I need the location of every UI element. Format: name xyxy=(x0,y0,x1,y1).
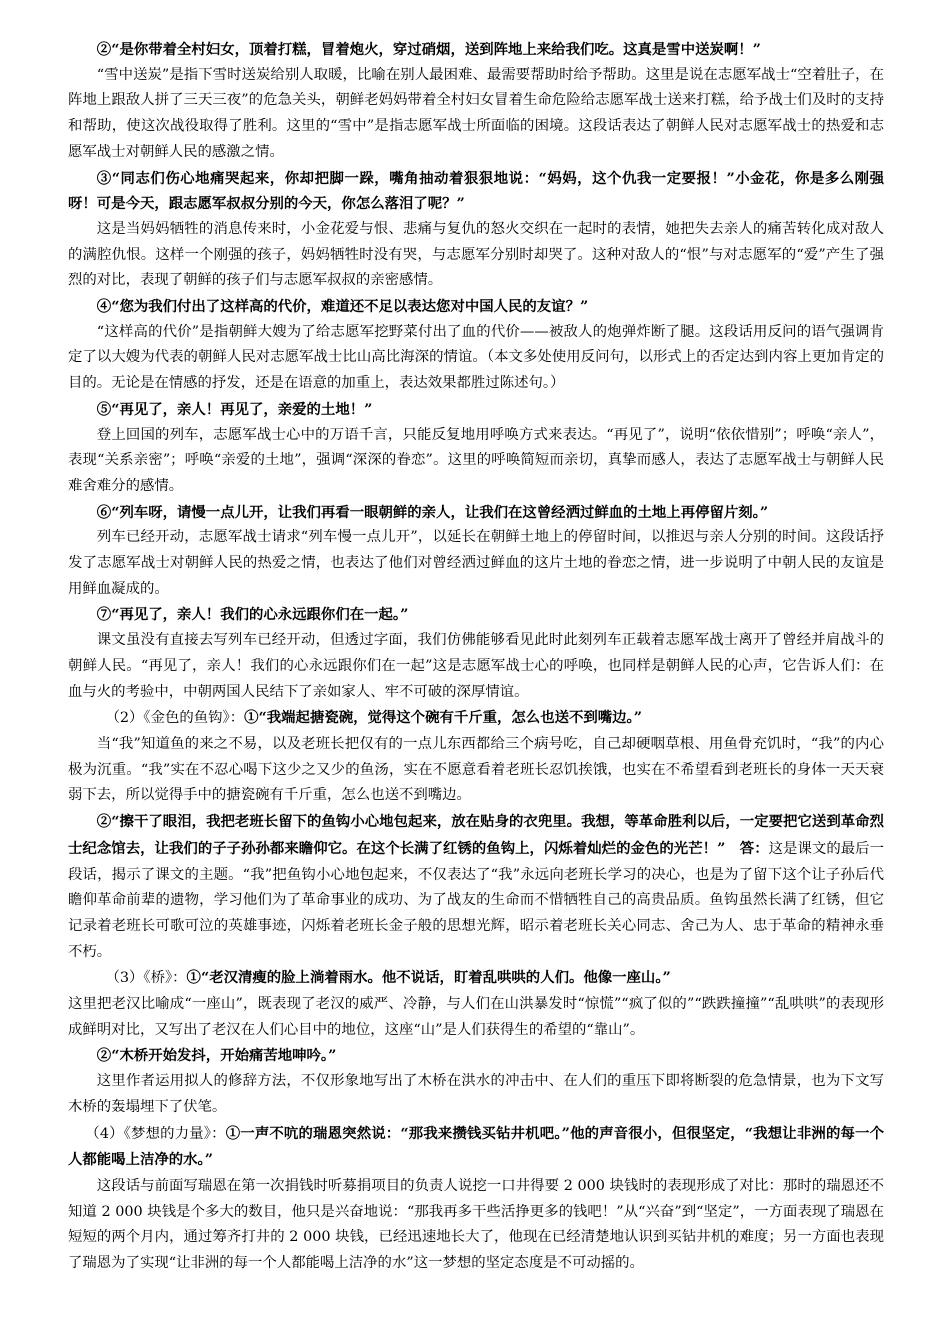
quote-heading: ⑦“再见了，亲人！我们的心永远跟你们在一起。” xyxy=(96,606,409,624)
explanation-paragraph: “雪中送炭”是指下雪时送炭给别人取暖，比喻在别人最困难、最需要帮助时给予帮助。这里是说在志愿军战士“空着肚子，在阵地上跟敌人拼了三天三夜”的危急关头，朝鲜老妈妈带着全村妇女冒着生命危险给志愿军战士送来打糕，给予战士们及时的支持和帮助，使这次战役取得了胜利。这里的“雪中”是指志愿军战士所面临的困境。这段话表达了朝鲜人民对志愿军战士的热爱和志愿军战士对朝鲜人民的感激之情。 xyxy=(68,66,884,160)
explanation-paragraph: 课文虽没有直接去写列车已经开动，但透过字面，我们仿佛能够看见此时此刻列车正载着志愿军战士离开了曾经并肩战斗的朝鲜人民。“再见了，亲人！我们的心永远跟你们在一起”这是志愿军战士心的呼唤，也同样是朝鲜人民的心声，它告诉人们：在血与火的考验中，中朝两国人民结下了亲如家人、牢不可破的深厚情谊。 xyxy=(68,632,884,700)
explanation-paragraph: 当“我”知道鱼的来之不易，以及老班长把仅有的一点儿东西都给三个病号吃，自己却硬咽草根、用鱼骨充饥时，“我”的内心极为沉重。“我”实在不忍心喝下这少之又少的鱼汤，实在不愿意看着老班长忍饥挨饿，也实在不希望看到老班长的身体一天天衰弱下去，所以觉得手中的搪瓷碗有千斤重，怎么也送不到嘴边。 xyxy=(68,735,884,804)
explanation-paragraph: 这是当妈妈牺牲的消息传来时，小金花爱与恨、悲痛与复仇的怒火交织在一起时的表情，她把失去亲人的痛苦转化成对敌人的满腔仇恨。这样一个刚强的孩子，妈妈牺牲时没有哭，与志愿军分别时却哭了。这种对敌人的“恨”与对志愿军的“爱”产生了强烈的对比，表现了朝鲜的孩子们与志愿军叔叔的亲密感情。 xyxy=(68,220,884,289)
section-heading-bridge xyxy=(68,965,884,992)
explanation-paragraph: 列车已经开动，志愿军战士请求“列车慢一点儿开”，以延长在朝鲜土地上的停留时间，以推迟与亲人分别的时间。这段话抒发了志愿军战士对朝鲜人民的热爱之情，也表达了他们对曾经洒过鲜血的这片土地的眷恋之情，进一步说明了中朝人民的友谊是用鲜血凝成的。 xyxy=(68,529,884,597)
explanation-paragraph: 这里作者运用拟人的修辞方法，不仅形象地写出了木桥在洪水的冲击中、在人们的重压下即将断裂的危急情景，也为下文写木桥的轰塌埋下了伏笔。 xyxy=(68,1073,884,1115)
quote-heading: ②“擦干了眼泪，我把老班长留下的鱼钩小心地包起来，放在贴身的衣兜里。我想，等革命胜利以后，一定要把它送到革命烈士纪念馆去，让我们的子子孙孙都来瞻仰它。在这个长满了红锈的鱼钩上，闪烁着灿烂的金色的光芒！” xyxy=(68,813,884,857)
quote-heading: ⑥“列车呀，请慢一点儿开，让我们再看一眼朝鲜的亲人，让我们在这曾经洒过鲜血的土地上再停留片刻。” xyxy=(96,503,769,521)
answer-label: 答： xyxy=(739,839,769,857)
quote-heading: ①“我端起搪瓷碗，觉得这个碗有千斤重，怎么也送不到嘴边。” xyxy=(244,709,643,727)
quote-heading: ③“同志们伤心地痛哭起来，你却把脚一跺，嘴角抽动着狠狠地说：“妈妈，这个仇我一定要报！”小金花，你是多么刚强呀！可是今天，跟志愿军叔叔分别的今天，你怎么落泪了呢？” xyxy=(68,169,884,213)
answer-text: 这是课文的最后一段话，揭示了课文的主题。“我”把鱼钩小心地包起来，不仅表达了“我”永远向老班长学习的决心，也是为了留下这个让子孙后代瞻仰革命前辈的遗物，学习他们为了革命事业的成功、为了战友的生命而不惜牺牲自己的高贵品质。鱼钩虽然长满了红锈，但它记录着老班长可歌可泣的英雄事迹，闪烁着老班长金子般的思想光辉，昭示着老班长关心同志、舍己为人、忠于革命的精神永垂不朽。 xyxy=(68,840,884,960)
section-heading-power-of-dream xyxy=(68,1121,884,1174)
quote-heading: ②“是你带着全村妇女，顶着打糕，冒着炮火，穿过硝烟，送到阵地上来给我们吃。这真是雪中送炭啊！” xyxy=(96,41,761,58)
explanation-paragraph: “这样高的代价”是指朝鲜大嫂为了给志愿军挖野菜付出了血的代价——被敌人的炮弹炸断了腿。这段话用反问的语气强调肯定了以大嫂为代表的朝鲜人民对志愿军战士比山高比海深的情谊。（本文多处使用反问句，以形式上的否定达到内容上更加肯定的目的。无论是在情感的抒发，还是在语意的加重上，表达效果都胜过陈述句。） xyxy=(68,323,884,392)
section-heading-golden-fishhook xyxy=(68,705,884,732)
quote-with-answer xyxy=(68,809,884,965)
quote-heading: ②“木桥开始发抖，开始痛苦地呻吟。” xyxy=(96,1047,337,1065)
explanation-paragraph: 登上回国的列车，志愿军战士心中的万语千言，只能反复地用呼唤方式来表达。“再见了”，说明“依依惜别”；呼唤“亲人”，表现“关系亲密”；呼唤“亲爱的土地”，强调“深深的眷恋”。这里的呼唤简短而亲切，真挚而感人，表达了志愿军战士与朝鲜人民难舍难分的感情。 xyxy=(68,426,884,494)
quote-heading: ①“老汉清瘦的脸上淌着雨水。他不说话，盯着乱哄哄的人们。他像一座山。” xyxy=(186,969,671,987)
section-label: （4）《梦想的力量》： xyxy=(85,1125,226,1142)
explanation-paragraph: 这里把老汉比喻成“一座山”，既表现了老汉的威严、冷静，与人们在山洪暴发时“惊慌”“疯了似的”“跌跌撞撞”“乱哄哄”的表现形成鲜明对比，又写出了老汉在人们心目中的地位，这座“山”是人们获得生的希望的“靠山”。 xyxy=(68,996,884,1038)
section-label: （2）《金色的鱼钩》： xyxy=(105,710,245,727)
section-label: （3）《桥》： xyxy=(105,970,187,987)
explanation-paragraph: 这段话与前面写瑞恩在第一次捐钱时听募捐项目的负责人说挖一口井得要 2 000 块钱时的表现形成了对比：那时的瑞恩还不知道 2 000 块钱是个多大的数目，他只是兴奋地说：“那我再多干些活挣更多的钱吧！”从“兴奋”到“坚定”，一方面表现了瑞恩在短短的两个月内，通过筹齐打井的 2 000 块钱，已经迅速地长大了，他现在已经清楚地认识到买钻井机的难度；另一方面也表现了瑞恩为了实现“让非洲的每一个人都能喝上洁净的水”这一梦想的坚定态度是不可动摇的。 xyxy=(68,1177,884,1272)
quote-heading: ①一声不吭的瑞恩突然说：“那我来攒钱买钻井机吧。”他的声音很小，但很坚定，“我想让非洲的每一个人都能喝上洁净的水。” xyxy=(68,1124,884,1169)
quote-heading: ④“您为我们付出了这样高的代价，难道还不足以表达您对中国人民的友谊？” xyxy=(96,298,589,316)
quote-heading: ⑤“再见了，亲人！再见了，亲爱的土地！” xyxy=(96,400,373,418)
